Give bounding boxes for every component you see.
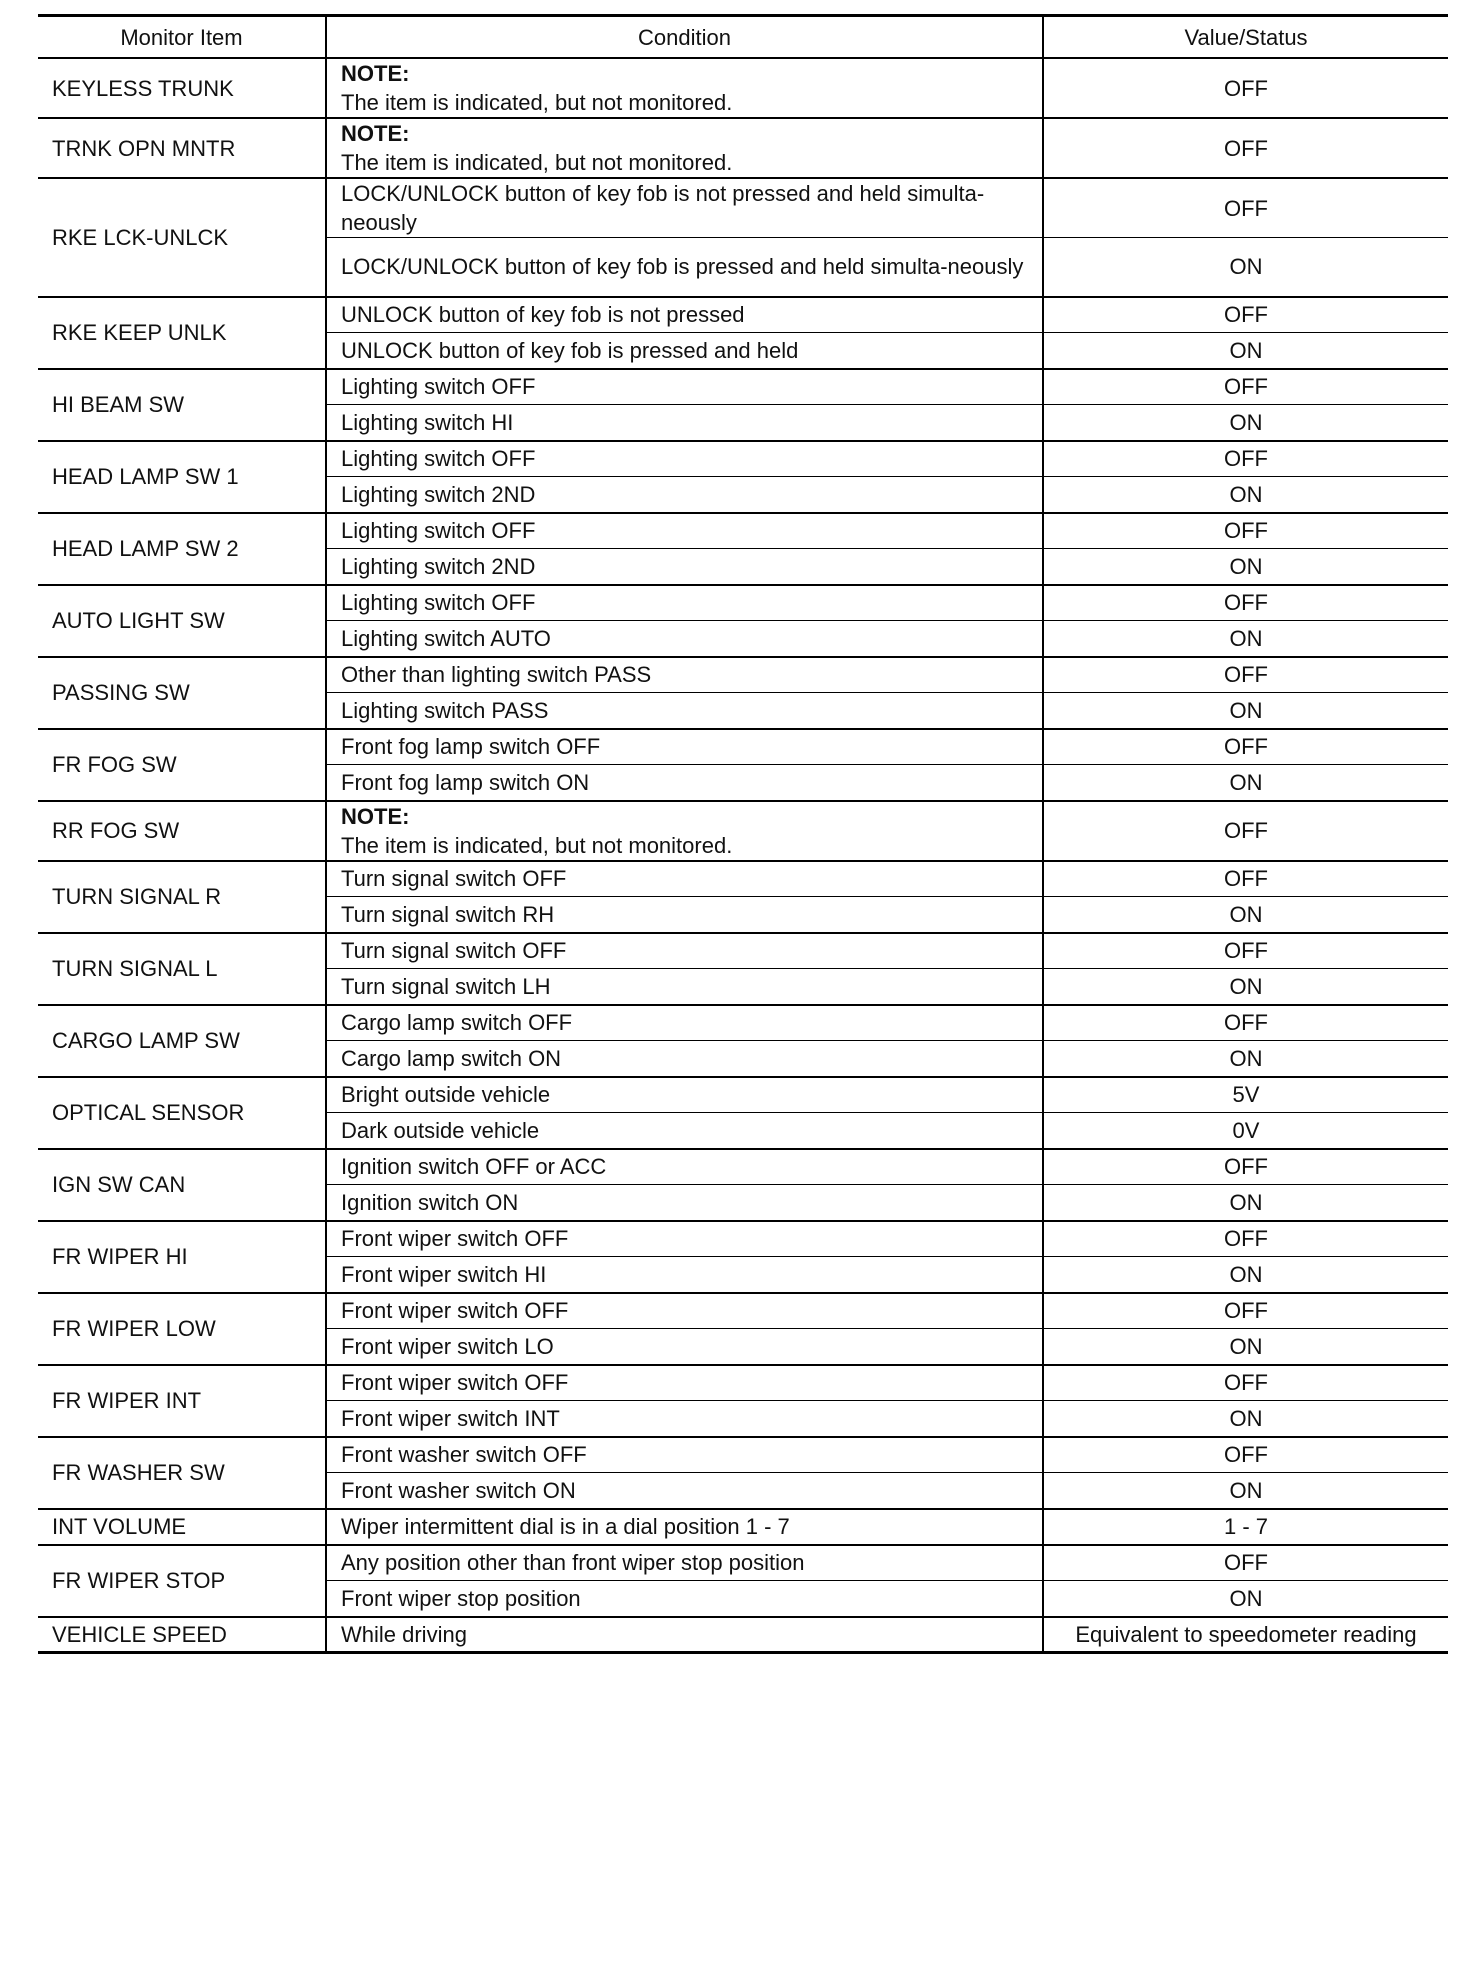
value-status-cell: OFF	[1043, 861, 1448, 897]
table-row	[38, 58, 1448, 118]
monitor-item-cell: VEHICLE SPEED	[38, 1617, 326, 1653]
monitor-item-cell: OPTICAL SENSOR	[38, 1077, 326, 1149]
value-status-cell: OFF	[1043, 1545, 1448, 1581]
condition-cell: Ignition switch ON	[326, 1185, 1043, 1221]
table-row	[38, 801, 1448, 861]
value-status-cell: ON	[1043, 333, 1448, 369]
note-text: The item is indicated, but not monitored.	[341, 90, 733, 115]
condition-cell: Lighting switch HI	[326, 405, 1043, 441]
header-condition: Condition	[326, 16, 1043, 59]
condition-cell: Front wiper switch OFF	[326, 1221, 1043, 1257]
note-text: The item is indicated, but not monitored.	[341, 832, 733, 858]
table-row	[38, 441, 1448, 477]
table-body	[38, 58, 1448, 1653]
table-row	[38, 729, 1448, 765]
value-status-cell: OFF	[1043, 513, 1448, 549]
table-row	[38, 933, 1448, 969]
condition-cell: Cargo lamp switch OFF	[326, 1005, 1043, 1041]
monitor-item-cell: INT VOLUME	[38, 1509, 326, 1545]
table-row	[38, 513, 1448, 549]
monitor-item-cell: FR WASHER SW	[38, 1437, 326, 1509]
monitor-item-cell: CARGO LAMP SW	[38, 1005, 326, 1077]
condition-cell: While driving	[326, 1617, 1043, 1653]
table-row	[38, 585, 1448, 621]
table-row	[38, 1509, 1448, 1545]
value-status-cell: OFF	[1043, 118, 1448, 178]
monitor-item-cell: AUTO LIGHT SW	[38, 585, 326, 657]
value-status-cell: 1 - 7	[1043, 1509, 1448, 1545]
value-status-cell: OFF	[1043, 933, 1448, 969]
value-status-cell: ON	[1043, 1401, 1448, 1437]
condition-cell: Lighting switch OFF	[326, 369, 1043, 405]
value-status-cell: OFF	[1043, 1365, 1448, 1401]
table-row	[38, 1149, 1448, 1185]
table-row	[38, 297, 1448, 333]
table-row	[38, 1005, 1448, 1041]
table-row	[38, 657, 1448, 693]
condition-cell: Front wiper switch INT	[326, 1401, 1043, 1437]
value-status-cell: ON	[1043, 1329, 1448, 1365]
monitor-item-cell: IGN SW CAN	[38, 1149, 326, 1221]
table-row	[38, 861, 1448, 897]
condition-cell: Lighting switch AUTO	[326, 621, 1043, 657]
condition-cell: Lighting switch PASS	[326, 693, 1043, 729]
value-status-cell: OFF	[1043, 297, 1448, 333]
condition-cell	[326, 801, 1043, 861]
monitor-item-cell: FR WIPER STOP	[38, 1545, 326, 1617]
monitor-item-cell: FR WIPER HI	[38, 1221, 326, 1293]
table-row	[38, 1293, 1448, 1329]
condition-cell: Front washer switch OFF	[326, 1437, 1043, 1473]
condition-cell: Cargo lamp switch ON	[326, 1041, 1043, 1077]
monitor-item-cell: HI BEAM SW	[38, 369, 326, 441]
value-status-cell: OFF	[1043, 1293, 1448, 1329]
condition-cell: Turn signal switch OFF	[326, 861, 1043, 897]
value-status-cell: OFF	[1043, 585, 1448, 621]
value-status-cell: 0V	[1043, 1113, 1448, 1149]
condition-cell: Lighting switch OFF	[326, 441, 1043, 477]
value-status-cell: ON	[1043, 1257, 1448, 1293]
value-status-cell: OFF	[1043, 657, 1448, 693]
value-status-cell: ON	[1043, 405, 1448, 441]
table-row	[38, 1437, 1448, 1473]
value-status-cell: OFF	[1043, 801, 1448, 861]
condition-cell: Front fog lamp switch ON	[326, 765, 1043, 801]
condition-cell: Turn signal switch RH	[326, 897, 1043, 933]
condition-cell: Front wiper switch HI	[326, 1257, 1043, 1293]
monitor-item-cell: RKE LCK-UNLCK	[38, 178, 326, 297]
table-row	[38, 178, 1448, 238]
table-row	[38, 118, 1448, 178]
table-row	[38, 1545, 1448, 1581]
note-label: NOTE:	[341, 803, 410, 829]
header-row	[38, 16, 1448, 59]
condition-cell: Lighting switch 2ND	[326, 549, 1043, 585]
monitor-item-cell: RKE KEEP UNLK	[38, 297, 326, 369]
value-status-cell: OFF	[1043, 1149, 1448, 1185]
value-status-cell: ON	[1043, 693, 1448, 729]
value-status-cell: 5V	[1043, 1077, 1448, 1113]
monitor-item-cell: HEAD LAMP SW 1	[38, 441, 326, 513]
value-status-cell: OFF	[1043, 1221, 1448, 1257]
condition-cell: LOCK/UNLOCK button of key fob is pressed and held simulta-neously	[326, 238, 1043, 297]
value-status-cell: ON	[1043, 238, 1448, 297]
condition-cell: Bright outside vehicle	[326, 1077, 1043, 1113]
condition-cell: Front fog lamp switch OFF	[326, 729, 1043, 765]
value-status-cell: OFF	[1043, 1437, 1448, 1473]
value-status-cell: ON	[1043, 1041, 1448, 1077]
condition-cell: Turn signal switch LH	[326, 969, 1043, 1005]
condition-cell: Wiper intermittent dial is in a dial position 1 - 7	[326, 1509, 1043, 1545]
monitor-item-cell: FR WIPER INT	[38, 1365, 326, 1437]
value-status-cell: ON	[1043, 1185, 1448, 1221]
condition-cell	[326, 58, 1043, 118]
condition-cell: Front wiper switch LO	[326, 1329, 1043, 1365]
condition-cell: Front washer switch ON	[326, 1473, 1043, 1509]
value-status-cell: ON	[1043, 1581, 1448, 1617]
condition-cell: Turn signal switch OFF	[326, 933, 1043, 969]
condition-cell: Any position other than front wiper stop position	[326, 1545, 1043, 1581]
monitor-item-cell: TURN SIGNAL R	[38, 861, 326, 933]
table-row	[38, 369, 1448, 405]
value-status-cell: ON	[1043, 621, 1448, 657]
table-row	[38, 1077, 1448, 1113]
value-status-cell: OFF	[1043, 369, 1448, 405]
condition-cell: Lighting switch 2ND	[326, 477, 1043, 513]
condition-cell: Ignition switch OFF or ACC	[326, 1149, 1043, 1185]
value-status-cell: ON	[1043, 549, 1448, 585]
condition-cell: Lighting switch OFF	[326, 585, 1043, 621]
value-status-cell: ON	[1043, 765, 1448, 801]
condition-cell: Front wiper stop position	[326, 1581, 1043, 1617]
monitor-item-cell: RR FOG SW	[38, 801, 326, 861]
condition-cell: UNLOCK button of key fob is not pressed	[326, 297, 1043, 333]
table-row	[38, 1221, 1448, 1257]
note-label: NOTE:	[341, 61, 410, 86]
table-row	[38, 1365, 1448, 1401]
condition-cell: LOCK/UNLOCK button of key fob is not pressed and held simulta-neously	[326, 178, 1043, 238]
condition-cell: Front wiper switch OFF	[326, 1365, 1043, 1401]
value-status-cell: OFF	[1043, 441, 1448, 477]
monitor-item-cell: TRNK OPN MNTR	[38, 118, 326, 178]
condition-cell: Lighting switch OFF	[326, 513, 1043, 549]
monitor-item-cell: FR FOG SW	[38, 729, 326, 801]
value-status-cell: OFF	[1043, 178, 1448, 238]
condition-cell	[326, 118, 1043, 178]
monitor-table	[38, 14, 1448, 1654]
header-monitor-item: Monitor Item	[38, 16, 326, 59]
condition-cell: Other than lighting switch PASS	[326, 657, 1043, 693]
monitor-item-cell: PASSING SW	[38, 657, 326, 729]
value-status-cell: ON	[1043, 969, 1448, 1005]
value-status-cell: OFF	[1043, 729, 1448, 765]
monitor-item-cell: FR WIPER LOW	[38, 1293, 326, 1365]
value-status-cell: ON	[1043, 897, 1448, 933]
monitor-item-cell: TURN SIGNAL L	[38, 933, 326, 1005]
value-status-cell: Equivalent to speedometer reading	[1043, 1617, 1448, 1653]
monitor-item-cell: KEYLESS TRUNK	[38, 58, 326, 118]
header-value-status: Value/Status	[1043, 16, 1448, 59]
value-status-cell: OFF	[1043, 1005, 1448, 1041]
condition-cell: Front wiper switch OFF	[326, 1293, 1043, 1329]
value-status-cell: ON	[1043, 477, 1448, 513]
condition-cell: UNLOCK button of key fob is pressed and held	[326, 333, 1043, 369]
note-text: The item is indicated, but not monitored.	[341, 150, 733, 175]
value-status-cell: ON	[1043, 1473, 1448, 1509]
value-status-cell: OFF	[1043, 58, 1448, 118]
monitor-item-cell: HEAD LAMP SW 2	[38, 513, 326, 585]
table-row	[38, 1617, 1448, 1653]
condition-cell: Dark outside vehicle	[326, 1113, 1043, 1149]
note-label: NOTE:	[341, 121, 410, 146]
